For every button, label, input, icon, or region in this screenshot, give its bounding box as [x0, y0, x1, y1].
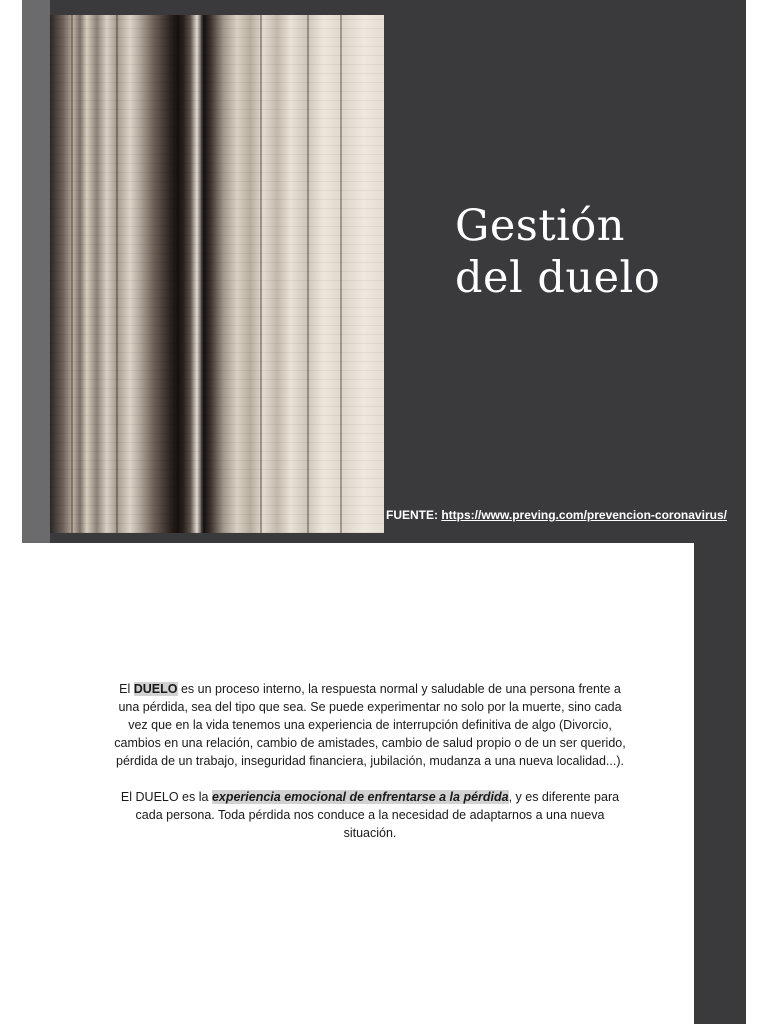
right-side-bar	[694, 543, 746, 1024]
source-credit	[386, 508, 727, 522]
source-label: FUENTE:	[386, 508, 438, 522]
page-edge	[175, 15, 177, 533]
page-title	[455, 200, 660, 304]
paragraph-1	[110, 680, 630, 770]
page-edge	[201, 15, 203, 533]
paragraph-2	[110, 788, 630, 842]
p2-rest: , y es diferente para cada persona. Toda pérdida nos conduce a la necesidad de adaptarnos a una nueva situación.	[135, 790, 620, 840]
page-edge	[260, 15, 262, 533]
page-edge	[340, 15, 342, 533]
page-edge	[71, 15, 73, 533]
page-edge	[116, 15, 118, 533]
body-text	[110, 680, 630, 860]
p1-intro: El	[119, 682, 134, 696]
page-edge	[307, 15, 309, 533]
p2-intro: El DUELO es la	[120, 790, 212, 804]
title-line-1: Gestión	[455, 201, 625, 251]
p1-rest: es un proceso interno, la respuesta normal y saludable de una persona frente a una pérdida, sea del tipo que sea. Se puede experimentar no solo por la muerte, sino cada vez que en la vida tenemos una experiencia de interrupción definitiva de algo (Divorcio, cambios en una relación, cambio de amistades, cambio de salud propio o de un ser querido, pérdida de un trabajo, inseguridad financiera, jubilación, mudanza a una nueva localidad...).	[114, 682, 626, 768]
book-pages-photo	[50, 15, 384, 533]
title-line-2: del duelo	[455, 253, 661, 303]
duelo-highlight: DUELO	[133, 682, 178, 696]
source-link[interactable]: https://www.preving.com/prevencion-coronavirus/	[441, 508, 727, 522]
side-strip	[22, 0, 50, 543]
emotional-experience-highlight: experiencia emocional de enfrentarse a la pérdida	[211, 790, 509, 804]
